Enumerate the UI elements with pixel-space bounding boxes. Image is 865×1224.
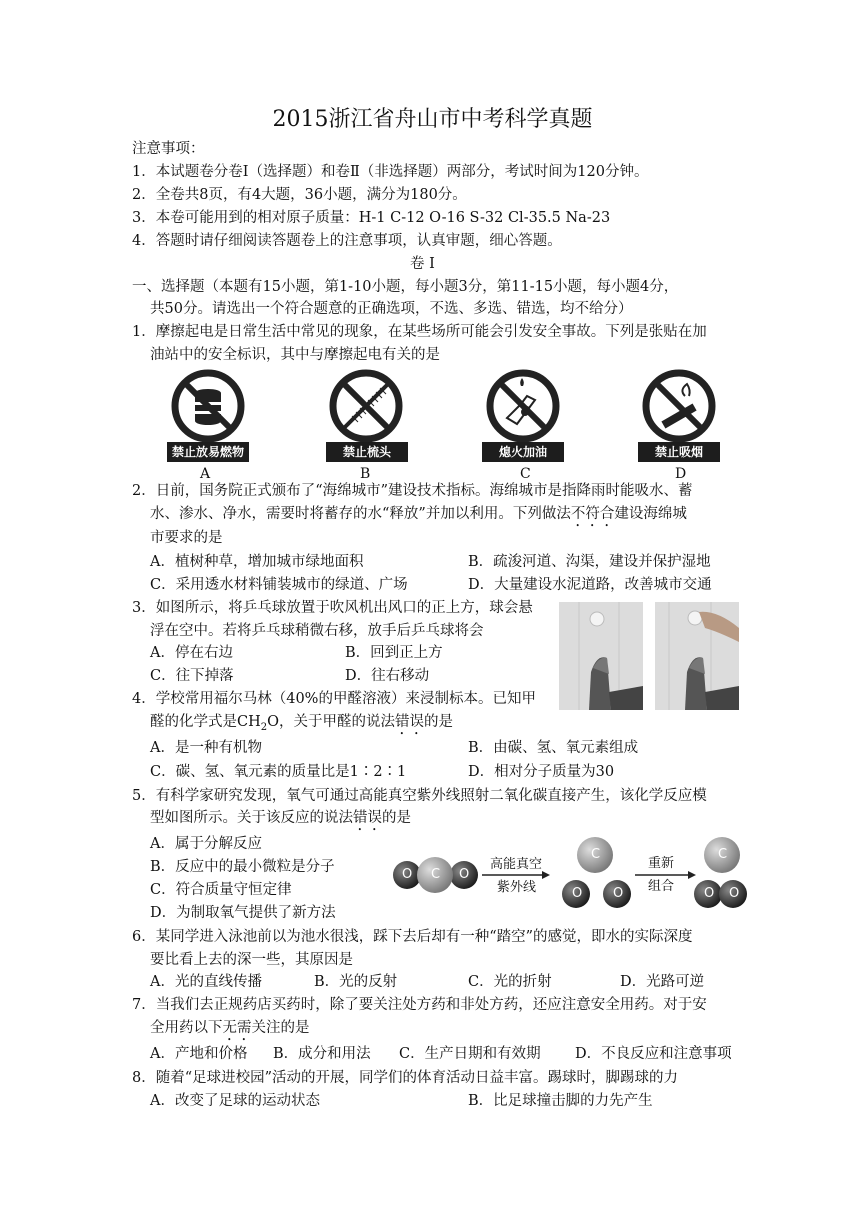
notice-item: 3．本卷可能用到的相对原子质量：H-1 C-12 O-16 S-32 Cl-35.5 Na-23 xyxy=(132,210,611,226)
q7-line1: 7．当我们去正规药店买药时，除了要关注处方药和非处方药，还应注意安全用药。对于安 xyxy=(132,997,707,1013)
q1-line2: 油站中的安全标识，其中与摩擦起电有关的是 xyxy=(150,347,440,363)
q7-line2: 全用药以下无需关注的是 xyxy=(150,1020,310,1036)
q4-line1: 4．学校常用福尔马林（40%的甲醛溶液）来浸制标本。已知甲 xyxy=(132,691,536,707)
q2-option-c: C．采用透水材料铺装城市的绿道、广场 xyxy=(150,577,408,593)
q7-option-d: D．不良反应和注意事项 xyxy=(575,1046,732,1062)
atom-label-c: C xyxy=(591,847,601,862)
q5-option-b: B．反应中的最小微粒是分子 xyxy=(150,859,335,875)
sign-label: 熄火加油 xyxy=(482,442,564,462)
notice-item: 4．答题时请仔细阅读答题卷上的注意事项，认真审题，细心答题。 xyxy=(132,233,562,249)
notice-header: 注意事项： xyxy=(132,141,205,157)
q4-option-b: B．由碳、氢、氧元素组成 xyxy=(468,740,639,756)
q8-option-a: A．改变了足球的运动状态 xyxy=(150,1093,320,1109)
q4-option-a: A．是一种有机物 xyxy=(150,740,262,756)
option-letter: C xyxy=(520,466,531,482)
q5-option-c: C．符合质量守恒定律 xyxy=(150,882,292,898)
q2-line2: 水、渗水、净水，需要时将蓄存的水“释放”并加以利用。下列做法不符合建设海绵城 xyxy=(150,506,687,522)
q2-option-a: A．植树种草，增加城市绿地面积 xyxy=(150,554,364,570)
notice-item: 1．本试题卷分卷Ⅰ（选择题）和卷Ⅱ（非选择题）两部分，考试时间为120分钟。 xyxy=(132,164,649,180)
option-letter: B xyxy=(360,466,371,482)
sign-label: 禁止吸烟 xyxy=(638,442,720,462)
hair-dryer-photo xyxy=(559,602,643,710)
q6-option-a: A．光的直线传播 xyxy=(150,974,262,990)
q5-line1: 5．有科学家研究发现，氧气可通过高能真空紫外线照射二氧化碳直接产生，该化学反应模 xyxy=(132,788,707,804)
atom-label-o: O xyxy=(729,886,740,901)
q6-line2: 要比看上去的深一些，其原因是 xyxy=(150,952,353,968)
sign-label: 禁止梳头 xyxy=(326,442,408,462)
q2-line3: 市要求的是 xyxy=(150,530,223,546)
q5-line2: 型如图所示。关于该反应的说法错误的是 xyxy=(150,810,411,826)
q8-line1: 8．随着“足球进校园”活动的开展，同学们的体育活动日益丰富。踢球时，脚踢球的力 xyxy=(132,1070,679,1086)
atom-label-c: C xyxy=(431,867,441,882)
q8-option-b: B．比足球撞击脚的力先产生 xyxy=(468,1093,653,1109)
notice-item: 2．全卷共8页，有4大题，36小题，满分为180分。 xyxy=(132,187,467,203)
q2-option-b: B．疏浚河道、沟渠，建设并保护湿地 xyxy=(468,554,711,570)
page-title: 2015浙江省舟山市中考科学真题 xyxy=(272,107,593,132)
arrow-label: 重新 xyxy=(648,856,675,871)
arrow-label: 高能真空 xyxy=(490,857,543,872)
atom-label-o: O xyxy=(613,886,624,901)
atom-label-o: O xyxy=(459,867,470,882)
hand-dryer-photo xyxy=(655,602,739,710)
reaction-model-diagram xyxy=(392,836,752,918)
part1-line1: 一、选择题（本题有15小题，第1-10小题，每小题3分，第11-15小题，每小题4分， xyxy=(132,279,679,295)
arrow-label: 紫外线 xyxy=(497,880,537,895)
atom-label-o: O xyxy=(572,886,583,901)
q6-option-d: D．光路可逆 xyxy=(620,974,705,990)
q4-line2: 醛的化学式是$CH_2O$，关于甲醛的说法错误的是 xyxy=(150,714,454,733)
atom-label-c: C xyxy=(718,847,728,862)
atom-label-o: O xyxy=(704,886,715,901)
section-heading: 卷 Ⅰ xyxy=(410,256,435,272)
q6-option-b: B．光的反射 xyxy=(314,974,398,990)
q7-option-b: B．成分和用法 xyxy=(273,1046,371,1062)
sign-label: 禁止放易燃物 xyxy=(167,442,249,462)
q4-option-c: C．碳、氢、氧元素的质量比是1∶2∶1 xyxy=(150,764,407,780)
atom-label-o: O xyxy=(402,867,413,882)
q7-option-a: A．产地和价格 xyxy=(150,1046,248,1062)
q7-option-c: C．生产日期和有效期 xyxy=(399,1046,541,1062)
q5-option-d: D．为制取氧气提供了新方法 xyxy=(150,905,336,921)
q4-option-d: D．相对分子质量为30 xyxy=(468,764,615,780)
q3-option-a: A．停在右边 xyxy=(150,645,233,661)
q2-option-d: D．大量建设水泥道路，改善城市交通 xyxy=(468,577,712,593)
q6-option-c: C．光的折射 xyxy=(468,974,552,990)
option-letter: A xyxy=(200,466,211,482)
q6-line1: 6．某同学进入泳池前以为池水很浅，踩下去后却有一种“踏空”的感觉，即水的实际深度 xyxy=(132,929,693,945)
option-letter: D xyxy=(675,466,687,482)
q1-line1: 1．摩擦起电是日常生活中常见的现象，在某些场所可能会引发安全事故。下列是张贴在加 xyxy=(132,324,707,340)
arrow-label: 组合 xyxy=(648,879,675,894)
q2-line1: 2．日前，国务院正式颁布了“海绵城市”建设技术指标。海绵城市是指降雨时能吸水、蓄 xyxy=(132,483,693,499)
q3-option-d: D．往右移动 xyxy=(345,668,430,684)
q3-line2: 浮在空中。若将乒乓球稍微右移，放手后乒乓球将会 xyxy=(150,623,484,639)
q5-option-a: A．属于分解反应 xyxy=(150,836,262,852)
q3-option-c: C．往下掉落 xyxy=(150,668,234,684)
q3-line1: 3．如图所示，将乒乓球放置于吹风机出风口的正上方，球会悬 xyxy=(132,600,533,616)
part1-line2: 共50分。请选出一个符合题意的正确选项，不选、多选、错选，均不给分） xyxy=(150,301,633,317)
q3-option-b: B．回到正上方 xyxy=(345,645,443,661)
